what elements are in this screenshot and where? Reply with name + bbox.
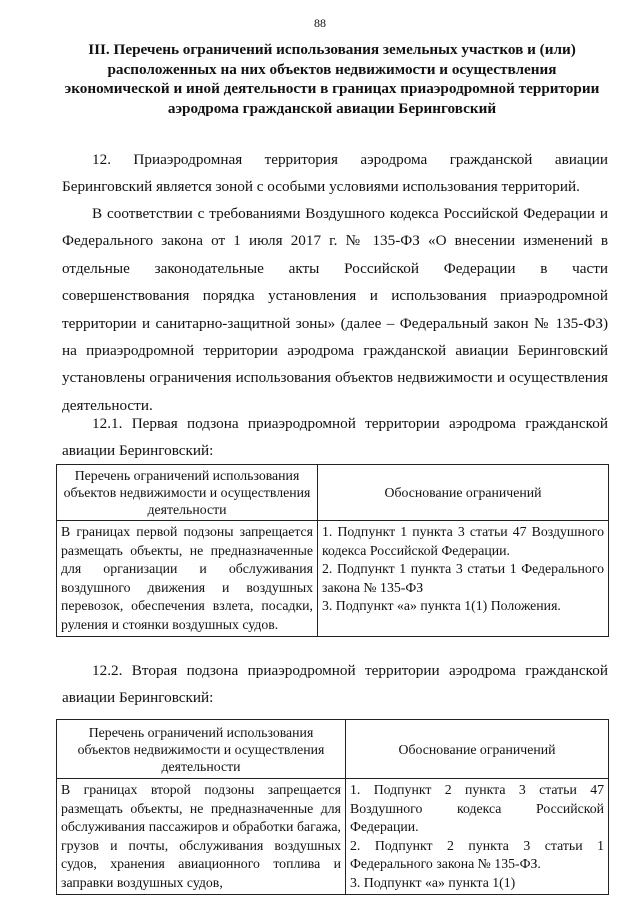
basis-item: 1. Подпункт 2 пункта 3 статьи 47 Воздушного кодекса Российской Федерации. — [350, 782, 604, 834]
basis-item: 2. Подпункт 1 пункта 3 статьи 1 Федерального закона № 135-ФЗ — [322, 561, 604, 595]
basis-item: 2. Подпункт 2 пункта 3 статьи 1 Федерального закона № 135-ФЗ. — [350, 837, 604, 871]
table-header-restrictions: Перечень ограничений использования объектов недвижимости и осуществления деятельности — [57, 465, 318, 521]
basis-item: 3. Подпункт «а» пункта 1(1) Положения. — [322, 598, 561, 613]
paragraph-12: 12. Приаэродромная территория аэродрома гражданской авиации Беринговский является зоной с особыми условиями использования территорий. — [62, 151, 608, 196]
basis-text — [346, 779, 609, 895]
restrictions-table-subzone-2 — [56, 719, 609, 895]
basis-text — [318, 521, 609, 637]
basis-item: 3. Подпункт «а» пункта 1(1) — [350, 874, 516, 890]
paragraph-legal-basis: В соответствии с требованиями Воздушного кодекса Российской Федерации и Федерального закона от 1 июля 2017 г. № 135-ФЗ «О внесении изменений в отдельные законодательные акты Российской Федерации в части совершенствования порядка установления и использования приаэродромной территории и санитарно-защитной зоны» (далее – Федеральный закон № 135-ФЗ) на приаэродромной территории аэродрома гражданской авиации Беринговский установлены ограничения использования объектов недвижимости и осуществления деятельности. — [62, 205, 608, 414]
table-header-row — [57, 465, 609, 521]
paragraph-12-1: 12.1. Первая подзона приаэродромной территории аэродрома гражданской авиации Беринговский: — [62, 415, 608, 460]
section-heading: III. Перечень ограничений использования земельных участков и (или) расположенных на них объектов недвижимости и осуществления экономической и иной деятельности в границах приаэродромной территории аэродрома гражданской авиации Беринговский — [64, 41, 600, 117]
table-header-restrictions: Перечень ограничений использования объектов недвижимости и осуществления деятельности — [57, 720, 346, 779]
restriction-text: В границах второй подзоны запрещается размещать объекты, не предназначенные для обслуживания пассажиров и обработки багажа, грузов и почты, обслуживания воздушных судов, хранения авиационного топлива и заправки воздушных судов, — [57, 779, 346, 895]
table-header-row — [57, 720, 609, 779]
table-row — [57, 779, 609, 895]
table-header-basis: Обоснование ограничений — [318, 465, 609, 521]
table-header-basis: Обоснование ограничений — [346, 720, 609, 779]
basis-item: 1. Подпункт 1 пункта 3 статьи 47 Воздушного кодекса Российской Федерации. — [322, 524, 604, 558]
restrictions-table-subzone-1 — [56, 464, 609, 637]
page-number: 88 — [314, 16, 326, 30]
restriction-text: В границах первой подзоны запрещается размещать объекты, не предназначенные для организации и обслуживания воздушного движения и воздушных перевозок, обеспечения взлета, посадки, руления и стоянки воздушных судов. — [57, 521, 318, 637]
table-row — [57, 521, 609, 637]
paragraph-12-2: 12.2. Вторая подзона приаэродромной территории аэродрома гражданской авиации Беринговский: — [62, 662, 608, 707]
